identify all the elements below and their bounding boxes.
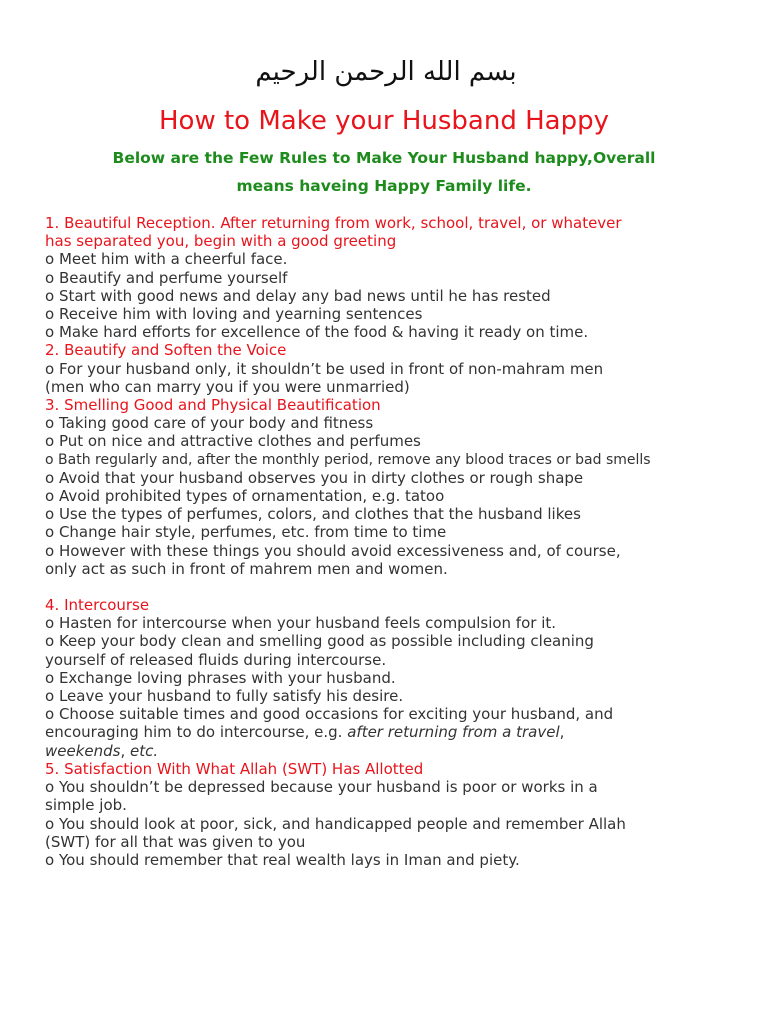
list-item: o Beautify and perfume yourself — [45, 268, 288, 287]
italic-run: etc. — [130, 741, 159, 760]
list-item-mixed — [45, 723, 745, 741]
list-item: o Choose suitable times and good occasions for exciting your husband, and — [45, 705, 614, 724]
list-item: simple job. — [45, 796, 127, 815]
list-item: o Make hard efforts for excellence of the food & having it ready on time. — [45, 323, 589, 342]
text-run: , — [559, 723, 565, 742]
subtitle-line-1: Below are the Few Rules to Make Your Husband happy,Overall — [112, 149, 656, 167]
text-run: , — [120, 741, 131, 760]
rules-content — [45, 214, 745, 869]
list-item: o Use the types of perfumes, colors, and clothes that the husband likes — [45, 505, 581, 524]
list-item: (men who can marry you if you were unmarried) — [45, 377, 410, 396]
section-5-heading: 5. Satisfaction With What Allah (SWT) Has Allotted — [45, 759, 424, 778]
list-item: o However with these things you should avoid excessiveness and, of course, — [45, 541, 621, 560]
list-item: o Meet him with a cheerful face. — [45, 250, 288, 269]
paragraph-gap — [45, 578, 745, 596]
list-item: o Avoid that your husband observes you in dirty clothes or rough shape — [45, 468, 584, 487]
section-4-heading: 4. Intercourse — [45, 596, 150, 615]
section-1-heading-cont: has separated you, begin with a good greeting — [45, 232, 397, 251]
list-item: o Bath regularly and, after the monthly period, remove any blood traces or bad smells — [45, 451, 651, 468]
list-item: o Taking good care of your body and fitness — [45, 414, 374, 433]
list-item: only act as such in front of mahrem men and women. — [45, 559, 448, 578]
list-item-mixed — [45, 742, 745, 760]
list-item: o Start with good news and delay any bad news until he has rested — [45, 286, 551, 305]
italic-run: weekends — [45, 741, 121, 760]
section-3-heading: 3. Smelling Good and Physical Beautification — [45, 396, 381, 415]
section-1-heading: 1. Beautiful Reception. After returning from work, school, travel, or whatever — [45, 214, 622, 232]
bismillah-text: بسم الله الرحمن الرحيم — [255, 57, 517, 87]
list-item: o Put on nice and attractive clothes and perfumes — [45, 432, 421, 451]
bismillah-calligraphy — [255, 46, 517, 96]
italic-run: after returning from a travel — [347, 723, 560, 742]
text-run: encouraging him to do intercourse, e.g. — [45, 723, 348, 742]
page-title: How to Make your Husband Happy — [159, 106, 609, 136]
list-item: o You should remember that real wealth lays in Iman and piety. — [45, 850, 520, 869]
subtitle-line-2: means haveing Happy Family life. — [236, 177, 532, 195]
list-item: o Change hair style, perfumes, etc. from time to time — [45, 523, 447, 542]
list-item: o Hasten for intercourse when your husband feels compulsion for it. — [45, 614, 557, 633]
list-item: o You should look at poor, sick, and handicapped people and remember Allah — [45, 814, 626, 833]
list-item: o Receive him with loving and yearning sentences — [45, 305, 423, 324]
list-item: o Exchange loving phrases with your husband. — [45, 668, 396, 687]
list-item: o Keep your body clean and smelling good as possible including cleaning — [45, 632, 594, 651]
list-item: yourself of released fluids during intercourse. — [45, 650, 387, 669]
list-item: o Avoid prohibited types of ornamentation, e.g. tatoo — [45, 487, 445, 506]
list-item: o For your husband only, it shouldn’t be used in front of non-mahram men — [45, 359, 604, 378]
section-2-heading: 2. Beautify and Soften the Voice — [45, 341, 287, 360]
list-item: (SWT) for all that was given to you — [45, 832, 306, 851]
list-item: o You shouldn’t be depressed because your husband is poor or works in a — [45, 778, 598, 797]
list-item: o Leave your husband to fully satisfy his desire. — [45, 687, 404, 706]
